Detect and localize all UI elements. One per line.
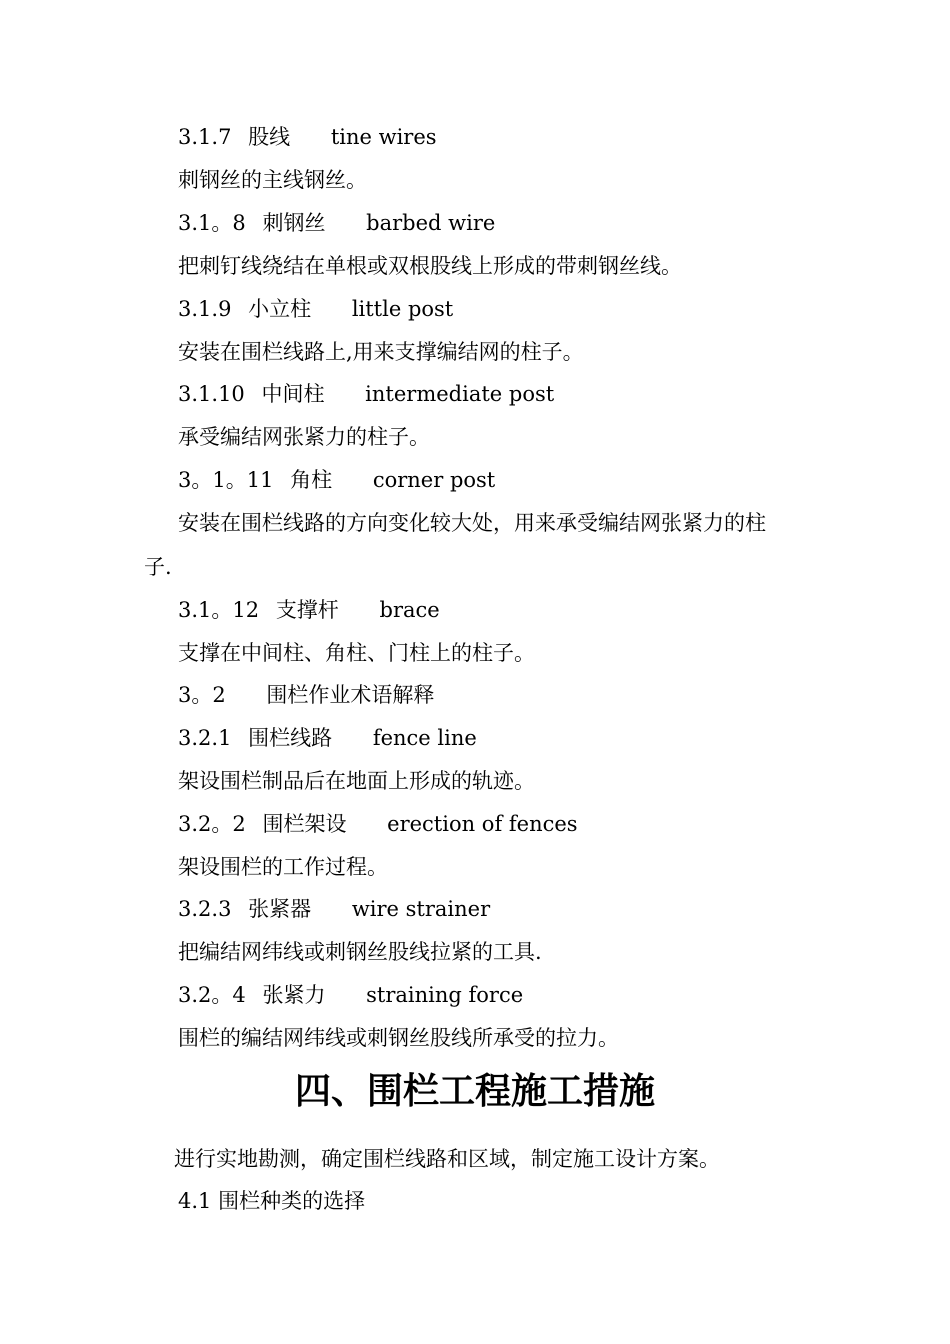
term-3-1-8 [178, 210, 495, 236]
term-cn: 刺钢丝 [262, 211, 326, 235]
term-en: barbed wire [366, 211, 496, 235]
term-en: tine wires [330, 125, 437, 149]
term-en: wire strainer [351, 897, 491, 921]
term-number: 3.2。4 [178, 983, 246, 1007]
term-cn: 张紧器 [248, 897, 312, 921]
term-en: corner post [372, 468, 496, 492]
definition-3-1-11-line2: 子. [144, 555, 172, 579]
term-3-1-12 [178, 597, 440, 623]
term-3-1-11 [178, 467, 495, 493]
term-cn: 角柱 [290, 468, 333, 492]
term-cn: 围栏线路 [248, 726, 333, 750]
term-number: 3。1。11 [178, 468, 274, 492]
definition-3-2-4: 围栏的编结网纬线或刺钢丝股线所承受的拉力。 [178, 1026, 619, 1050]
term-en: straining force [366, 983, 524, 1007]
definition-3-1-8: 把刺钉线绕结在单根或双根股线上形成的带刺钢丝线。 [178, 254, 682, 278]
term-cn: 中间柱 [261, 382, 325, 406]
chapter-heading: 四、围栏工程施工措施 [294, 1071, 655, 1112]
term-number: 3.1.7 [178, 125, 232, 149]
term-3-2-2 [178, 811, 578, 837]
term-cn: 小立柱 [248, 297, 312, 321]
term-3-2-4 [178, 982, 523, 1008]
term-en: fence line [372, 726, 477, 750]
term-number: 3.1。8 [178, 211, 246, 235]
term-3-1-9 [178, 296, 453, 322]
section-3-2-heading [178, 682, 434, 708]
term-number: 3.2。2 [178, 812, 246, 836]
section-title: 围栏作业术语解释 [266, 683, 435, 707]
section-number: 3。2 [178, 683, 226, 707]
definition-3-2-3: 把编结网纬线或刺钢丝股线拉紧的工具. [178, 940, 542, 964]
term-cn: 支撑杆 [275, 598, 339, 622]
section-4-1-heading: 4.1 围栏种类的选择 [178, 1189, 366, 1213]
definition-3-1-9: 安装在围栏线路上,用来支撑编结网的柱子。 [178, 340, 584, 364]
definition-3-2-1: 架设围栏制品后在地面上形成的轨迹。 [178, 769, 535, 793]
term-number: 3.1.10 [178, 382, 245, 406]
term-en: brace [379, 598, 440, 622]
term-en: little post [351, 297, 454, 321]
term-en: intermediate post [365, 382, 555, 406]
term-cn: 张紧力 [262, 983, 326, 1007]
term-en: erection of fences [387, 812, 578, 836]
term-cn: 股线 [248, 125, 291, 149]
definition-3-2-2: 架设围栏的工作过程。 [178, 855, 388, 879]
term-number: 3.2.1 [178, 726, 232, 750]
definition-3-1-10: 承受编结网张紧力的柱子。 [178, 425, 430, 449]
term-number: 3.1.9 [178, 297, 232, 321]
term-3-1-10 [178, 381, 554, 407]
definition-3-1-11-line1: 安装在围栏线路的方向变化较大处，用来承受编结网张紧力的柱 [178, 511, 766, 535]
term-3-2-1 [178, 725, 477, 751]
term-3-1-7 [178, 124, 437, 150]
paragraph-survey: 进行实地勘测，确定围栏线路和区域，制定施工设计方案。 [174, 1147, 720, 1171]
definition-3-1-12: 支撑在中间柱、角柱、门柱上的柱子。 [178, 641, 535, 665]
term-number: 3.1。12 [178, 598, 260, 622]
definition-3-1-7: 刺钢丝的主线钢丝。 [178, 168, 367, 192]
term-3-2-3 [178, 896, 490, 922]
term-number: 3.2.3 [178, 897, 232, 921]
term-cn: 围栏架设 [262, 812, 347, 836]
